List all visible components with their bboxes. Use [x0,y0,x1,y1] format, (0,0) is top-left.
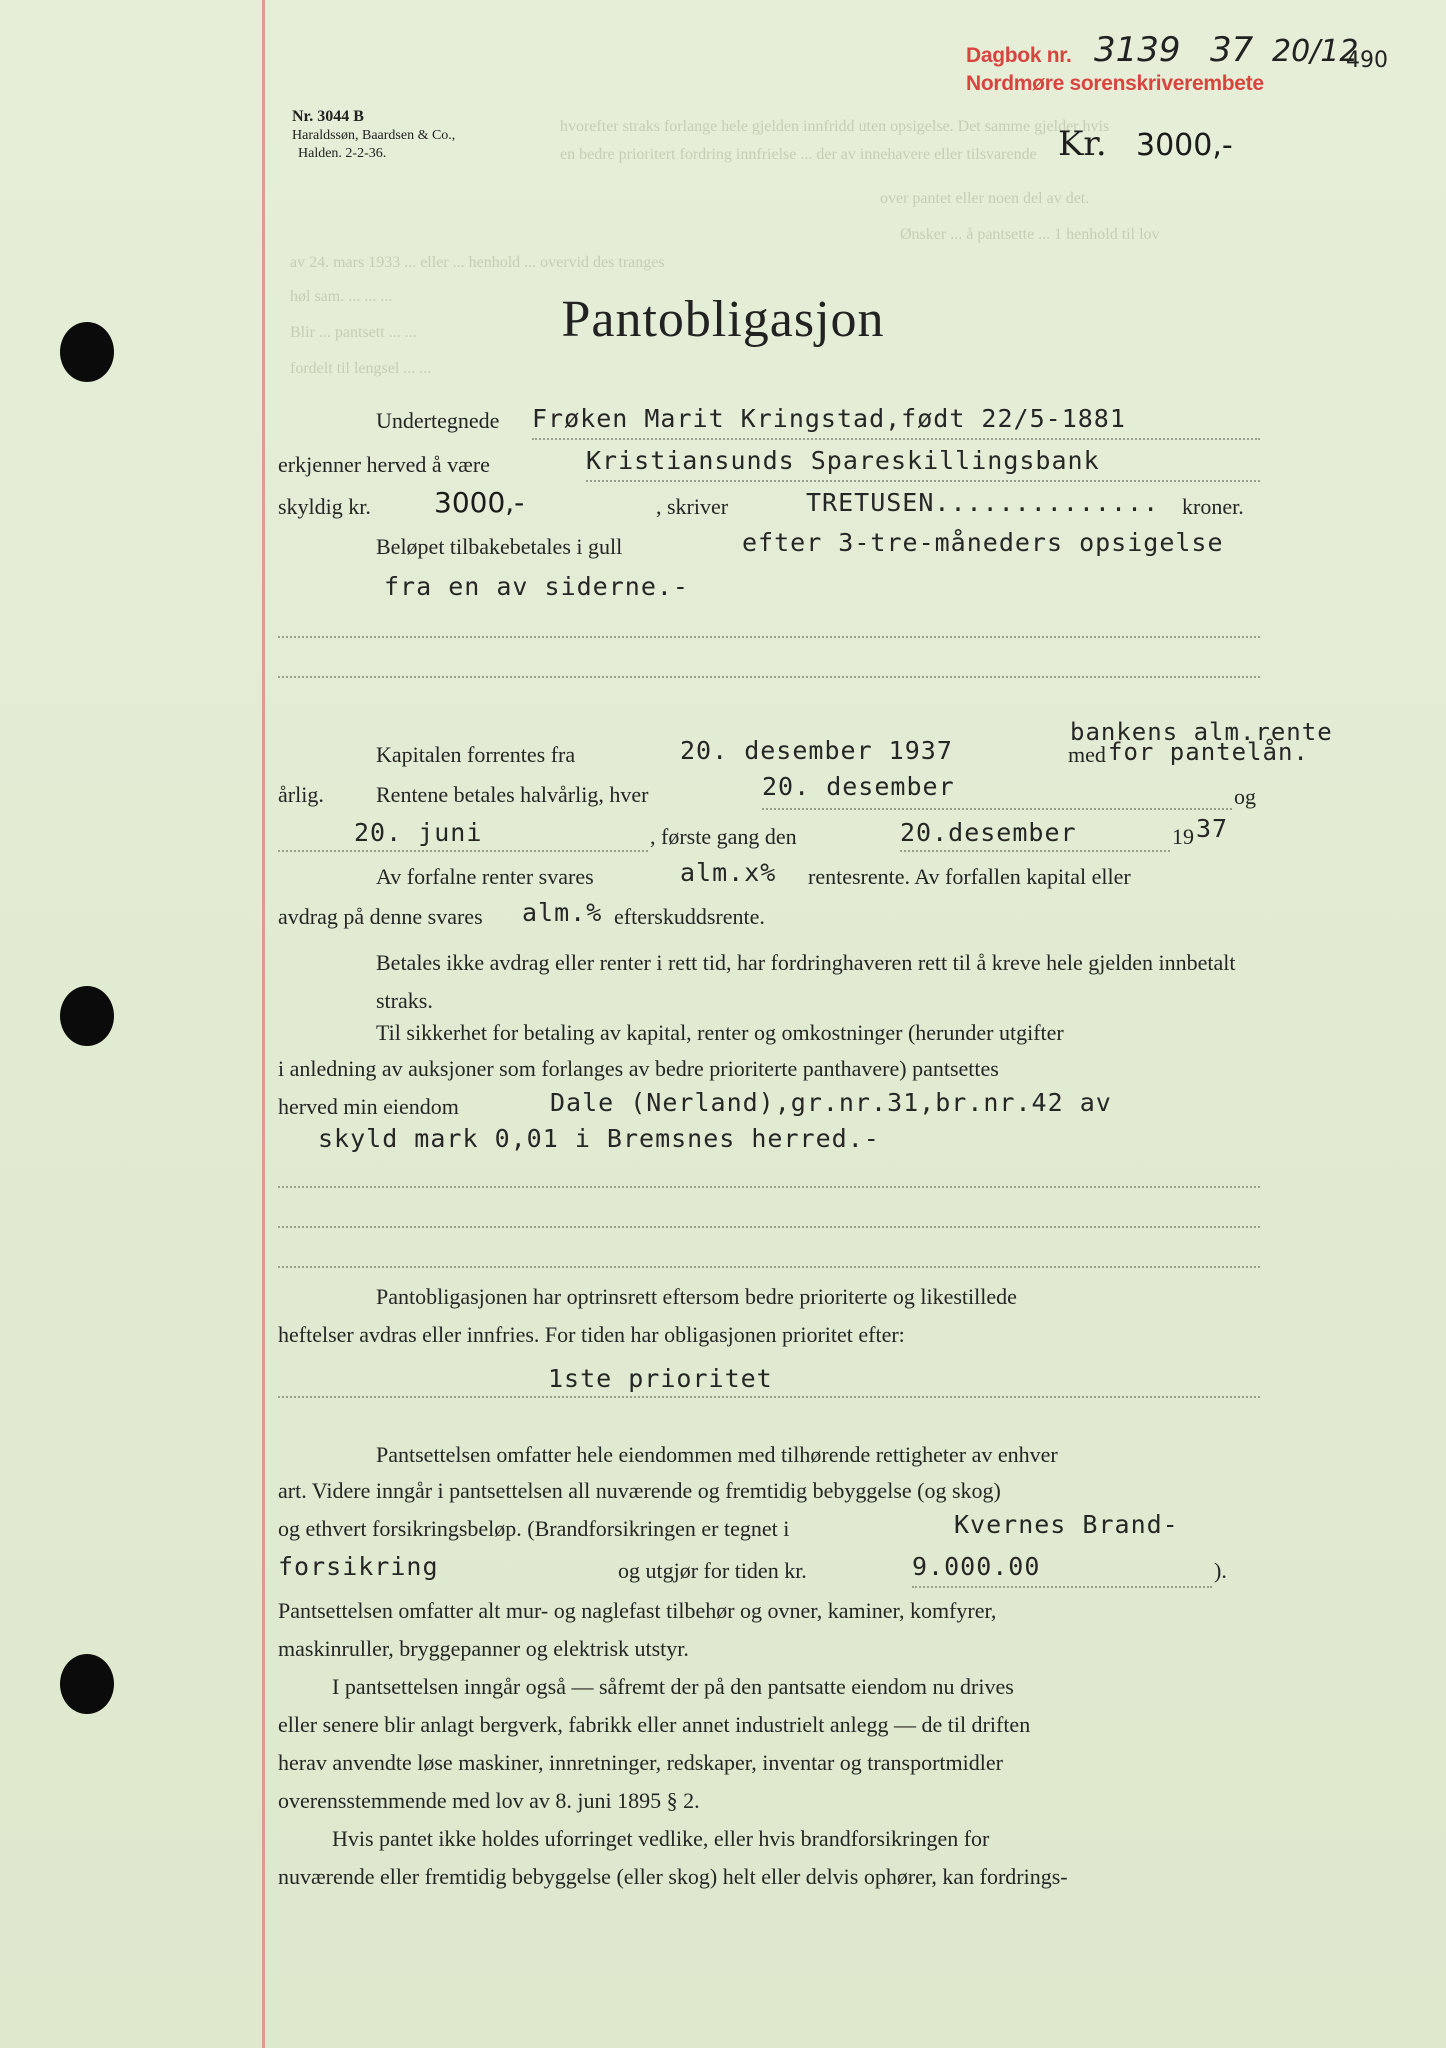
rule [278,1226,1260,1228]
insurer-name: Kvernes Brand- [954,1510,1179,1539]
avdrag-label: avdrag på denne svares [278,904,483,929]
kroner-label: kroner. [1182,494,1244,519]
registry-stamp-prefix: Dagbok nr. [966,44,1072,67]
registry-year: 37 [1210,30,1254,70]
publisher: Haraldssøn, Baardsen & Co., [292,128,456,143]
rule [586,480,1260,482]
printer-imprint [292,108,455,163]
bleed-through-line: hvorefter straks forlange hele gjelden innfridd uten opsigelse. Det samme gjelder hvis [560,118,1110,135]
belopet-label: Beløpet tilbakebetales i gull [376,534,623,559]
rule [532,438,1260,440]
sikkerhet-line-1: Til sikkerhet for betaling av kapital, renter og omkostninger (herunder utgifter [376,1020,1064,1045]
med-label: med [1068,742,1106,767]
hvis-line-1: Hvis pantet ikke holdes uforringet vedlike, eller hvis brandforsikringen for [332,1826,990,1851]
sikkerhet-line-3: herved min eiendom [278,1094,459,1119]
registry-page: 490 [1346,48,1388,73]
first-interest-date: 20.desember [900,818,1077,847]
year-prefix: 19 [1172,824,1194,849]
insurer-name-cont: forsikring [278,1552,439,1581]
property-description-cont: skyld mark 0,01 i Bremsnes herred.- [318,1124,880,1153]
rule [900,850,1170,852]
rentene-label: Rentene betales halvårlig, hver [376,782,649,807]
skyldig-amount: 3000,- [434,486,525,519]
registry-number: 3139 [1094,30,1181,70]
document-title: Pantobligasjon [561,291,885,348]
property-description: Dale (Nerland),gr.nr.31,br.nr.42 av [550,1088,1112,1117]
avdrag-value: alm.% [522,898,603,927]
interest-from-date: 20. desember 1937 [680,736,953,765]
insured-amount: 9.000.00 [912,1552,1041,1581]
optrinsrett-line-2: heftelser avdras eller innfries. For tiden har obligasjonen prioritet efter: [278,1322,905,1347]
punch-hole-middle [60,986,114,1046]
inngar-line-2: eller senere blir anlagt bergverk, fabrikk eller annet industrielt anlegg — de til driften [278,1712,1031,1737]
rule [278,676,1260,678]
punch-hole-bottom [60,1654,114,1714]
bleed-through-line: Ønsker ... å pantsette ... 1 henhold til lov [900,226,1160,243]
paren-close: ). [1214,1558,1227,1583]
rule [278,1266,1260,1268]
priority-value: 1ste prioritet [548,1364,773,1393]
rule [278,1186,1260,1188]
skyldig-label: skyldig kr. [278,494,371,519]
forfalne-value: alm.x% [680,858,777,887]
debtor-name: Frøken Marit Kringstad,født 22/5-1881 [532,404,1126,433]
arlig-label: årlig. [278,782,324,807]
amount-value: 3000,- [1136,128,1233,163]
kapitalen-label: Kapitalen forrentes fra [376,742,576,767]
interest-date-1: 20. desember [762,772,955,801]
bleed-through-line: Blir ... pantsett ... ... [290,324,417,341]
betales-paragraph: Betales ikke avdrag eller renter i rett tid, har fordringhaveren rett til å kreve hele gjelden innbetalt straks. [376,950,1236,1013]
undertegnede-label: Undertegnede [376,408,500,433]
registry-date: 20/12 [1272,34,1359,69]
utgjor-label: og utgjør for tiden kr. [618,1558,807,1583]
rule [278,1396,1260,1398]
rule [912,1586,1212,1588]
form-number: Nr. 3044 B [292,108,364,125]
year-suffix: 37 [1196,814,1229,843]
optrinsrett-line-1: Pantobligasjonen har optrinsrett eftersom bedre prioriterte og likestillede [376,1284,1017,1309]
skriver-label: , skriver [656,494,729,519]
bleed-through-line: over pantet eller noen del av det. [880,190,1090,207]
bleed-through-line: høl sam. ... ... ... [290,288,393,305]
rule [278,850,648,852]
omfatter-line-3: og ethvert forsikringsbeløp. (Brandforsikringen er tegnet i [278,1516,790,1541]
bleed-through-line: en bedre prioritert fordring innfrielse ... der av innehavere eller tilsvarende [560,146,1037,163]
bleed-through-line: av 24. mars 1933 ... eller ... henhold ... overvid des tranges [290,254,665,271]
erkjenner-label: erkjenner herved å være [278,452,490,477]
inngar-line-3: herav anvendte løse maskiner, innretninger, redskaper, inventar og transportmidler [278,1750,1003,1775]
omfatter-line-2: art. Videre inngår i pantsettelsen all nuværende og fremtidig bebyggelse (og skog) [278,1478,1001,1503]
rule [762,808,1232,810]
rule [278,636,1260,638]
inngar-line-1: I pantsettelsen inngår også — såfremt der på den pantsatte eiendom nu drives [332,1674,1014,1699]
efterskudd-label: efterskuddsrente. [614,904,765,929]
creditor-name: Kristiansunds Spareskillingsbank [586,446,1100,475]
forste-label: , første gang den [650,824,797,849]
rate-note-cont: for pantelån. [1108,738,1309,766]
omfatter-line-1: Pantsettelsen omfatter hele eiendommen med tilhørende rettigheter av enhver [376,1442,1058,1467]
bleed-through-line: fordelt til lengsel ... ... [290,360,432,377]
hvis-line-2: nuværende eller fremtidig bebyggelse (eller skog) helt eller delvis ophører, kan fordrings- [278,1864,1068,1889]
interest-date-2: 20. juni [354,818,483,847]
rentesrente-label: rentesrente. Av forfallen kapital eller [808,864,1131,889]
amount-in-words: TRETUSEN.............. [806,488,1160,517]
inngar-line-4: overensstemmende med lov av 8. juni 1895 § 2. [278,1788,700,1813]
amount-label: Kr. [1058,124,1107,164]
repayment-terms: efter 3-tre-måneders opsigelse [742,528,1224,557]
mur-line-1: Pantsettelsen omfatter alt mur- og naglefast tilbehør og ovner, kaminer, komfyrer, [278,1598,997,1623]
rate-note: bankens alm.rente [1070,718,1333,746]
registry-office: Nordmøre sorenskriverembete [966,72,1264,95]
sikkerhet-line-2: i anledning av auksjoner som forlanges av bedre prioriterte panthavere) pantsettes [278,1056,999,1081]
place-date: Halden. 2-2-36. [298,146,387,161]
mur-line-2: maskinruller, bryggepanner og elektrisk utstyr. [278,1636,689,1661]
og-label: og [1234,784,1256,809]
forfalne-label: Av forfalne renter svares [376,864,594,889]
repayment-terms-cont: fra en av siderne.- [384,572,689,601]
